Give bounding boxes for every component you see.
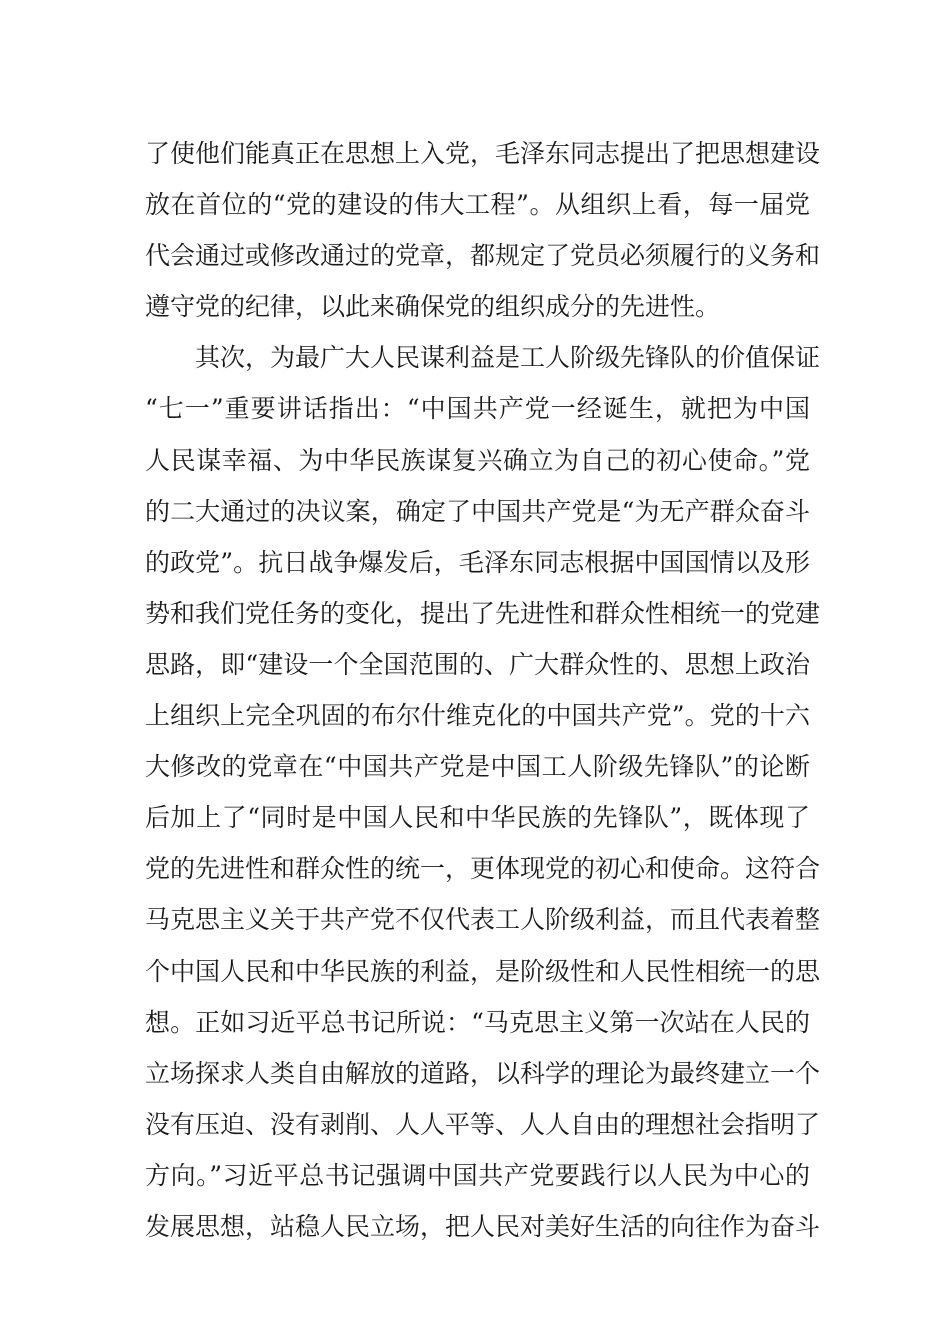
text-line: 上组织上完全巩固的布尔什维克化的中国共产党”。党的十六	[145, 701, 810, 731]
text-line: 思路，即“建设一个全国范围的、广大群众性的、思想上政治	[145, 649, 810, 679]
text-line: 后加上了“同时是中国人民和中华民族的先锋队”，既体现了	[145, 803, 810, 833]
text-line: 方向。”习近平总书记强调中国共产党要践行以人民为中心的	[145, 1160, 810, 1190]
text-line: 势和我们党任务的变化，提出了先进性和群众性相统一的党建	[145, 598, 821, 628]
text-line: 没有压迫、没有剥削、人人平等、人人自由的理想社会指明了	[145, 1109, 821, 1139]
text-line: 发展思想，站稳人民立场，把人民对美好生活的向往作为奋斗	[145, 1211, 821, 1241]
text-line: 人民谋幸福、为中华民族谋复兴确立为自己的初心使命。”党	[145, 445, 810, 475]
text-line: 马克思主义关于共产党不仅代表工人阶级利益，而且代表着整	[145, 905, 821, 935]
text-line: 的二大通过的决议案，确定了中国共产党是“为无产群众奋斗	[145, 496, 810, 526]
text-line: 了使他们能真正在思想上入党，毛泽东同志提出了把思想建设	[145, 139, 821, 168]
text-line: 立场探求人类自由解放的道路，以科学的理论为最终建立一个	[145, 1058, 821, 1088]
text-line: 遵守党的纪律，以此来确保党的组织成分的先进性。	[145, 292, 721, 322]
paragraph-start-line: 其次，为最广大人民谋利益是工人阶级先锋队的价值保证	[195, 343, 821, 373]
text-line: 党的先进性和群众性的统一，更体现党的初心和使命。这符合	[145, 854, 821, 884]
text-line: 放在首位的“党的建设的伟大工程”。从组织上看，每一届党	[145, 190, 810, 220]
text-line: 代会通过或修改通过的党章，都规定了党员必须履行的义务和	[145, 241, 821, 271]
text-line: 大修改的党章在“中国共产党是中国工人阶级先锋队”的论断	[145, 752, 810, 782]
text-line: “七一”重要讲话指出：“中国共产党一经诞生，就把为中国	[145, 394, 810, 424]
text-line: 想。正如习近平总书记所说：“马克思主义第一次站在人民的	[145, 1007, 810, 1037]
text-line: 个中国人民和中华民族的利益，是阶级性和人民性相统一的思	[145, 956, 821, 986]
text-line: 的政党”。抗日战争爆发后，毛泽东同志根据中国国情以及形	[145, 547, 810, 577]
body-text	[145, 128, 821, 1252]
